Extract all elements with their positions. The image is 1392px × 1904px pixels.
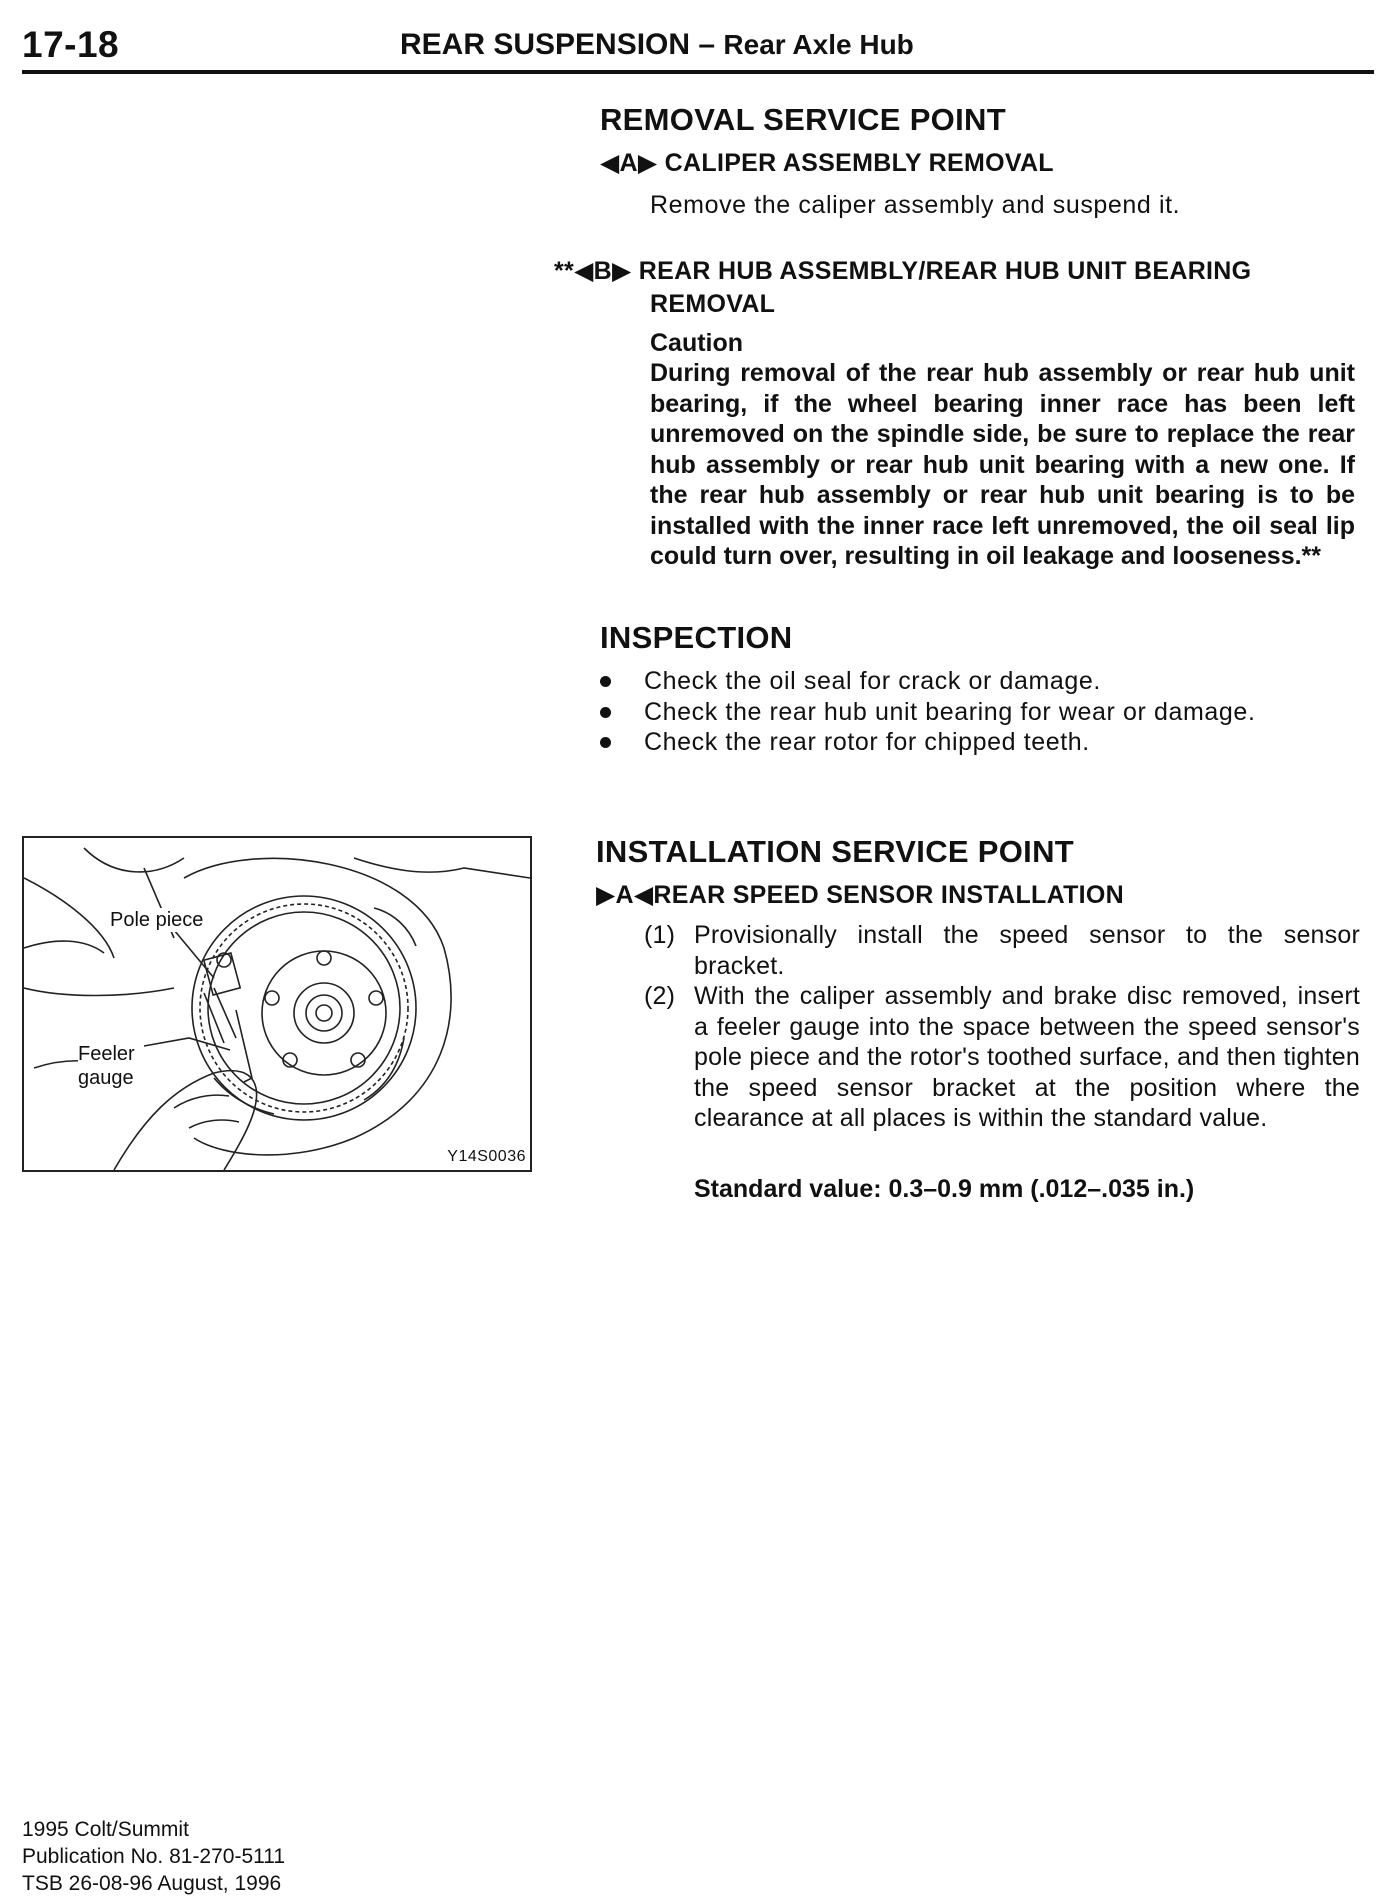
speed-sensor-installation-title — [596, 880, 1124, 910]
list-item: Check the oil seal for crack or damage. — [598, 666, 1368, 697]
pole-piece-label: Pole piece — [110, 909, 204, 931]
section-title: REAR SUSPENSION — [400, 28, 691, 61]
installation-step — [644, 920, 1360, 981]
caliper-removal-title-text: CALIPER ASSEMBLY REMOVAL — [664, 149, 1054, 177]
section-subtitle: Rear Axle Hub — [723, 29, 914, 60]
footer-publication: Publication No. 81-270-5111 — [22, 1845, 286, 1868]
feeler-gauge-label-line2: gauge — [78, 1067, 134, 1089]
hub-removal-title — [554, 256, 1374, 286]
footer — [22, 1816, 285, 1897]
caution-text: During removal of the rear hub assembly or rear hub unit bearing, if the wheel bearing inner race has been left unremoved on the spindle side, be sure to replace the rear hub assembly or rear hub unit bearing with a new one. If the rear hub assembly or rear hub unit bearing is to be installed with the inner race left unremoved, the oil seal lip could turn over, resulting in oil leakage and looseness.** — [650, 359, 1355, 570]
installation-steps — [644, 920, 1360, 1134]
installation-step — [644, 981, 1360, 1134]
page-header-title — [400, 28, 914, 62]
standard-value: Standard value: 0.3–0.9 mm (.012–.035 in.) — [694, 1175, 1195, 1203]
marker-a-install: ▶A◀ — [596, 881, 654, 909]
list-item: Check the rear hub unit bearing for wear or damage. — [598, 697, 1368, 728]
installation-heading: INSTALLATION SERVICE POINT — [596, 834, 1074, 869]
footer-model: 1995 Colt/Summit — [22, 1818, 189, 1841]
step-number: (2) — [644, 982, 676, 1010]
marker-a: ◀A▶ — [600, 149, 658, 177]
figure-code: Y14S0036 — [447, 1148, 526, 1165]
feeler-gauge-label-line1: Feeler — [78, 1043, 135, 1065]
revision-marker: ** — [554, 257, 575, 285]
inspection-heading: INSPECTION — [600, 620, 793, 655]
hub-removal-title-line2: REMOVAL — [650, 290, 776, 318]
inspection-list — [598, 666, 1368, 758]
removal-heading: REMOVAL SERVICE POINT — [600, 102, 1006, 137]
speed-sensor-figure — [22, 836, 532, 1172]
caution-label: Caution — [650, 329, 744, 357]
speed-sensor-installation-title-text: REAR SPEED SENSOR INSTALLATION — [653, 881, 1125, 909]
page-number: 17-18 — [22, 24, 120, 65]
step-text: Provisionally install the speed sensor to the sensor bracket. — [694, 921, 1360, 980]
footer-tsb: TSB 26-08-96 August, 1996 — [22, 1872, 282, 1895]
hub-illustration — [24, 838, 530, 1170]
header-rule — [22, 70, 1374, 74]
marker-b: ◀B▶ — [574, 257, 632, 285]
step-number: (1) — [644, 921, 676, 949]
hub-removal-title-line1: REAR HUB ASSEMBLY/REAR HUB UNIT BEARING — [638, 257, 1252, 285]
caliper-removal-text: Remove the caliper assembly and suspend it. — [650, 191, 1181, 219]
header-separator: – — [690, 28, 724, 61]
list-item: Check the rear rotor for chipped teeth. — [598, 727, 1368, 758]
caliper-removal-title — [600, 148, 1054, 178]
step-text: With the caliper assembly and brake disc removed, insert a feeler gauge into the space between the speed sensor's pole piece and the rotor's toothed surface, and then tighten the speed sensor bracket at the position where the clearance at all places is within the standard value. — [694, 982, 1360, 1132]
